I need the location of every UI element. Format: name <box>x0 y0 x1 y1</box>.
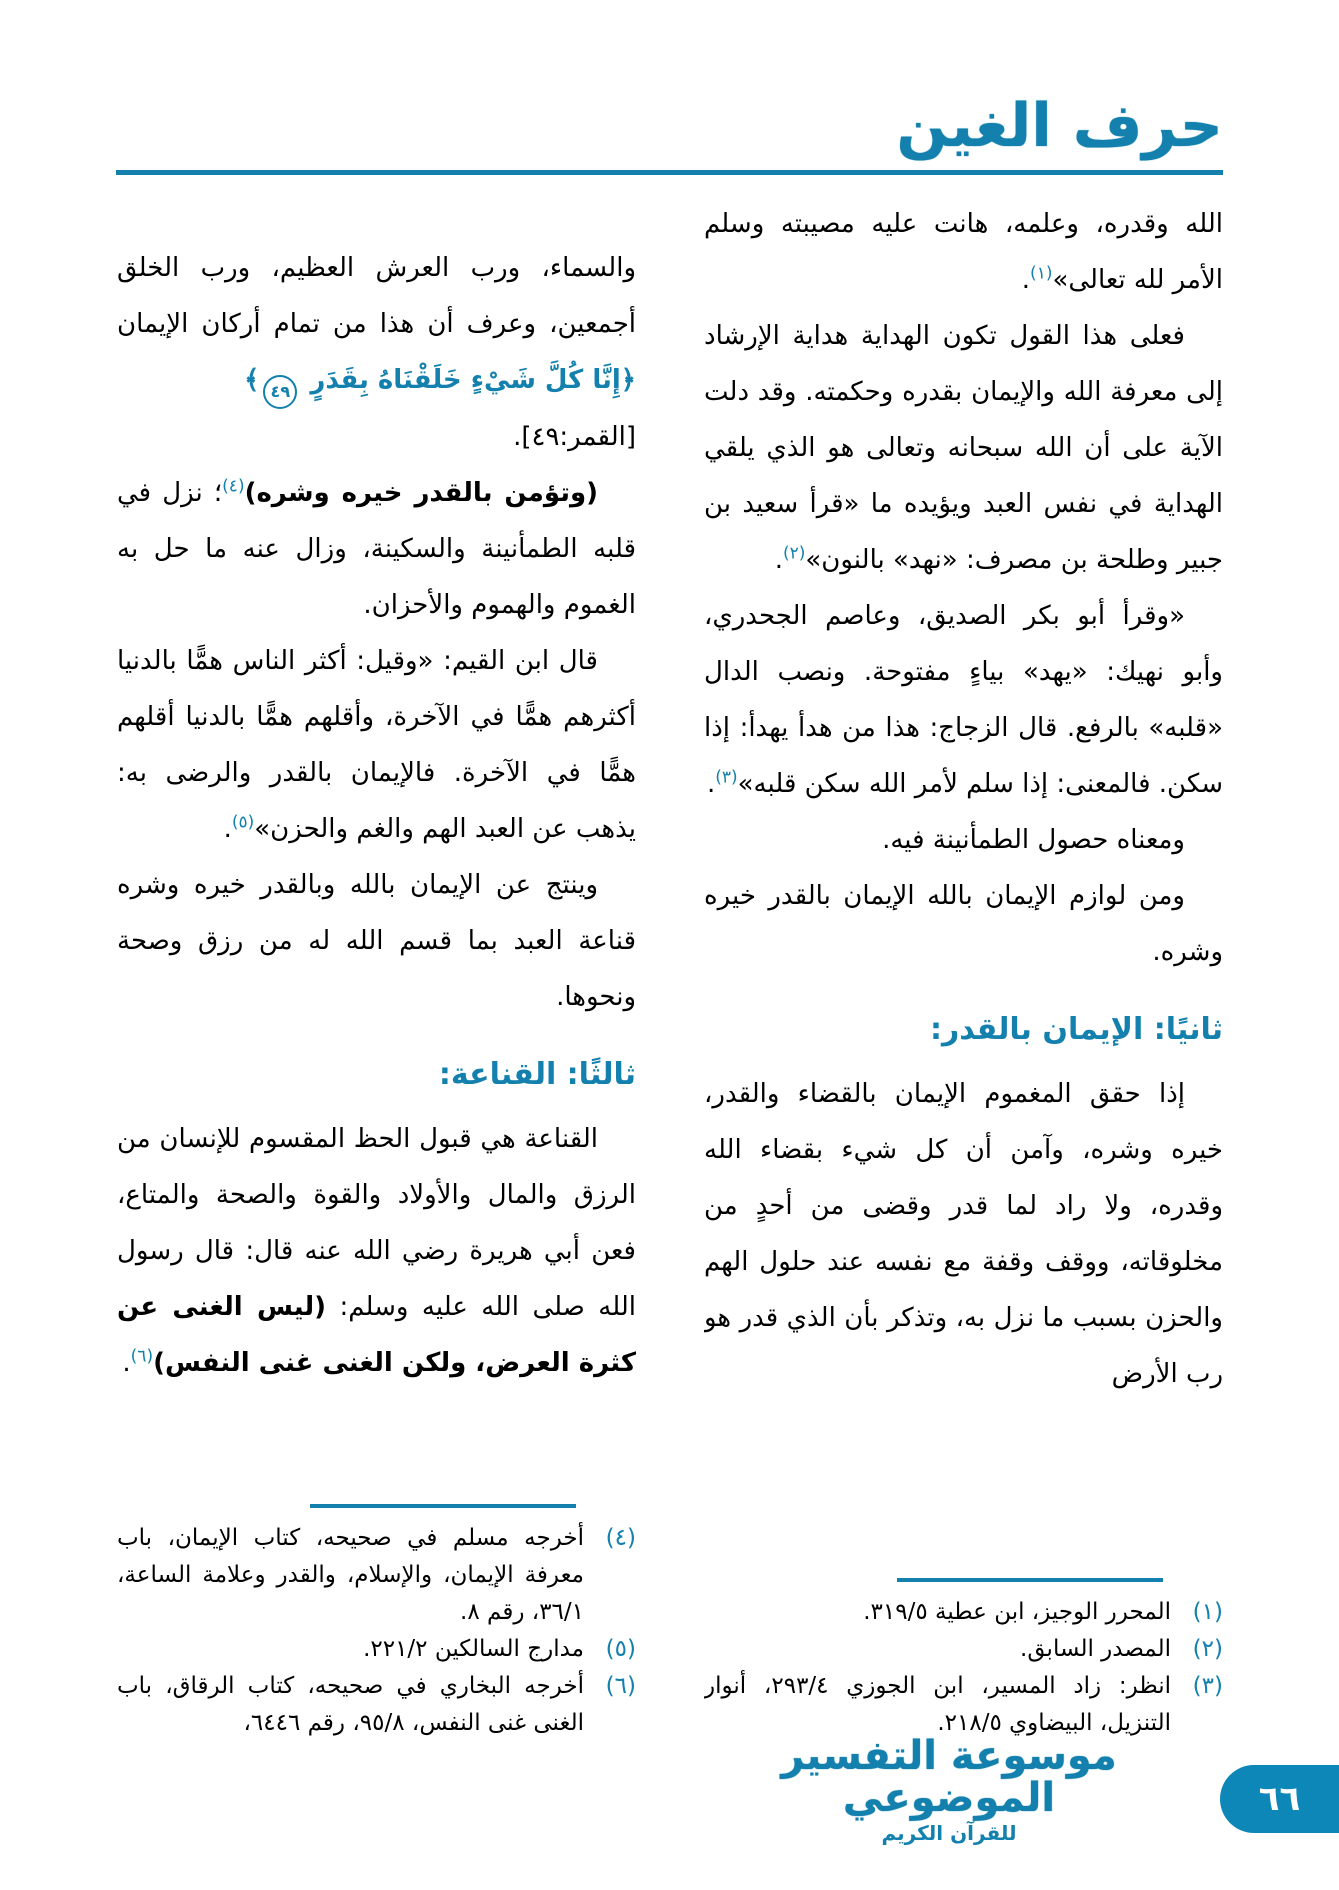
column-right <box>704 196 1223 1742</box>
section-heading-third: ثالثًا: القناعة: <box>438 1057 636 1092</box>
footnote-item <box>117 1668 636 1742</box>
paragraph-text: والسماء، ورب العرش العظيم، ورب الخلق أجمعين، وعرف أن هذا من تمام أركان الإيمان <box>117 253 636 339</box>
footnote-ref-1: (١) <box>1030 263 1053 284</box>
body-paragraph <box>704 196 1223 308</box>
footnote-ref-5: (٥) <box>231 812 255 833</box>
body-paragraph <box>117 633 636 857</box>
footnotes-left <box>117 1496 636 1742</box>
quran-verse: ﴿إِنَّا كُلَّ شَيْءٍ خَلَقْنَاهُ بِقَدَرٍ <box>301 365 636 395</box>
footnote-ref-3: (٣) <box>715 767 738 788</box>
paragraph-tail: . <box>774 545 783 575</box>
header-rule <box>116 170 1223 175</box>
footnote-text: أخرجه مسلم في صحيحه، كتاب الإيمان، باب معرفة الإيمان، والإسلام، والقدر وعلامة الساعة، ٣٦/١، رقم ٨. <box>117 1525 584 1625</box>
paragraph-tail: . <box>1021 265 1031 295</box>
footnote-item <box>117 1631 636 1668</box>
surah-reference: [القمر:٤٩]. <box>513 422 636 452</box>
footnote-item <box>704 1594 1223 1631</box>
chapter-title: حرف الغين <box>896 91 1223 161</box>
footnote-text: المحرر الوجيز، ابن عطية ٣١٩/٥. <box>863 1599 1171 1625</box>
body-paragraph: ومن لوازم الإيمان بالله الإيمان بالقدر خيره وشره. <box>704 881 1223 967</box>
column-left <box>117 196 636 1742</box>
body-paragraph: ومعناه حصول الطمأنينة فيه. <box>882 825 1185 855</box>
footnote-marker: (٦) <box>605 1673 636 1699</box>
verse-closing-bracket: ﴾ <box>244 365 260 395</box>
footnote-item <box>704 1668 1223 1742</box>
page-number-badge <box>1220 1765 1339 1833</box>
chapter-header <box>116 0 1223 175</box>
paragraph-text: قال ابن القيم: «وقيل: أكثر الناس همًّا بالدنيا أكثرهم همًّا في الآخرة، وأقلهم همًّا بالدنيا أقلهم همًّا في الآخرة. فالإيمان بالقدر والرضى به: يذهب عن العبد الهم والغم والحزن» <box>117 646 636 844</box>
logo-subtitle: للقرآن الكريم <box>881 1821 1017 1845</box>
page-number: ٦٦ <box>1258 1779 1301 1819</box>
body-paragraph: إذا حقق المغموم الإيمان بالقضاء والقدر، خيره وشره، وآمن أن كل شيء بقضاء الله وقدره، ولا راد لما قدر وقضى من أحدٍ من مخلوقاته، ووقف وقفة مع نفسه عند حلول الهم والحزن بسبب ما نزل به، وتذكر بأن الذي قدر هو رب الأرض <box>704 1079 1223 1389</box>
text-columns <box>116 196 1223 1742</box>
paragraph-text: الله وقدره، وعلمه، هانت عليه مصيبته وسلم الأمر لله تعالى» <box>704 209 1223 295</box>
hadith-quote: (ليس الغنى عن كثرة العرض، ولكن الغنى غنى النفس) <box>117 1292 636 1378</box>
body-paragraph <box>117 1111 636 1391</box>
logo-title: موسوعة التفسير الموضوعي <box>781 1733 1117 1821</box>
section-heading-second: ثانيًا: الإيمان بالقدر: <box>929 1012 1223 1047</box>
footnote-marker: (٣) <box>1192 1673 1223 1699</box>
ayah-number-ornament: ٤٩ <box>263 375 297 409</box>
paragraph-text: القناعة هي قبول الحظ المقسوم للإنسان من الرزق والمال والأولاد والقوة والصحة والمتاع، فعن أبي هريرة رضي الله عنه قال: قال رسول الله صلى الله عليه وسلم: <box>117 1124 636 1322</box>
body-paragraph: وينتج عن الإيمان بالله وبالقدر خيره وشره قناعة العبد بما قسم الله له من رزق وصحة ونحوها. <box>117 870 636 1012</box>
footnote-ref-6: (٦) <box>130 1346 154 1367</box>
footnote-text: أخرجه البخاري في صحيحه، كتاب الرقاق، باب الغنى غنى النفس، ٩٥/٨، رقم ٦٤٤٦، <box>117 1673 584 1736</box>
body-paragraph <box>117 240 636 409</box>
paragraph-tail: . <box>706 769 716 799</box>
footnote-item <box>704 1631 1223 1668</box>
body-paragraph <box>704 588 1223 812</box>
body-paragraph <box>117 465 636 633</box>
footnote-ref-2: (٢) <box>782 543 806 564</box>
footnote-item <box>117 1520 636 1631</box>
paragraph-tail: . <box>223 814 232 844</box>
paragraph-text: فعلى هذا القول تكون الهداية هداية الإرشاد إلى معرفة الله والإيمان بقدره وحكمته. وقد دلت الآية على أن الله سبحانه وتعالى هو الذي يلقي الهداية في نفس العبد ويؤيده ما «قرأ سعيد بن جبير وطلحة بن مصرف: «نهد» بالنون» <box>704 321 1223 575</box>
paragraph-text: «وقرأ أبو بكر الصديق، وعاصم الجحدري، وأبو نهيك: «يهد» بياءٍ مفتوحة. ونصب الدال «قلبه» بالرفع. قال الزجاج: هذا من هدأ يهدأ: إذا سكن. فالمعنى: إذا سلم لأمر الله سكن قلبه» <box>704 601 1223 799</box>
footnote-text: مدارج السالكين ٢٢١/٢. <box>363 1636 584 1662</box>
footnote-marker: (١) <box>1192 1599 1223 1625</box>
paragraph-tail: . <box>122 1348 131 1378</box>
hadith-quote: (وتؤمن بالقدر خيره وشره) <box>244 478 598 508</box>
footnotes-right <box>704 1570 1223 1742</box>
publisher-logo <box>759 1735 1139 1844</box>
footnote-marker: (٢) <box>1192 1636 1223 1662</box>
footnote-marker: (٤) <box>605 1525 636 1551</box>
footnote-marker: (٥) <box>605 1636 636 1662</box>
paragraph-text: ؛ نزل في قلبه الطمأنينة والسكينة، وزال عنه ما حل به الغموم والهموم والأحزان. <box>117 478 636 620</box>
footnote-ref-4: (٤) <box>222 476 245 497</box>
footnote-text: انظر: زاد المسير، ابن الجوزي ٢٩٣/٤، أنوار التنزيل، البيضاوي ٢١٨/٥. <box>704 1673 1171 1736</box>
footnote-text: المصدر السابق. <box>1020 1636 1171 1662</box>
footnote-separator <box>310 1504 576 1508</box>
footnote-separator <box>897 1578 1163 1582</box>
body-paragraph <box>704 308 1223 588</box>
